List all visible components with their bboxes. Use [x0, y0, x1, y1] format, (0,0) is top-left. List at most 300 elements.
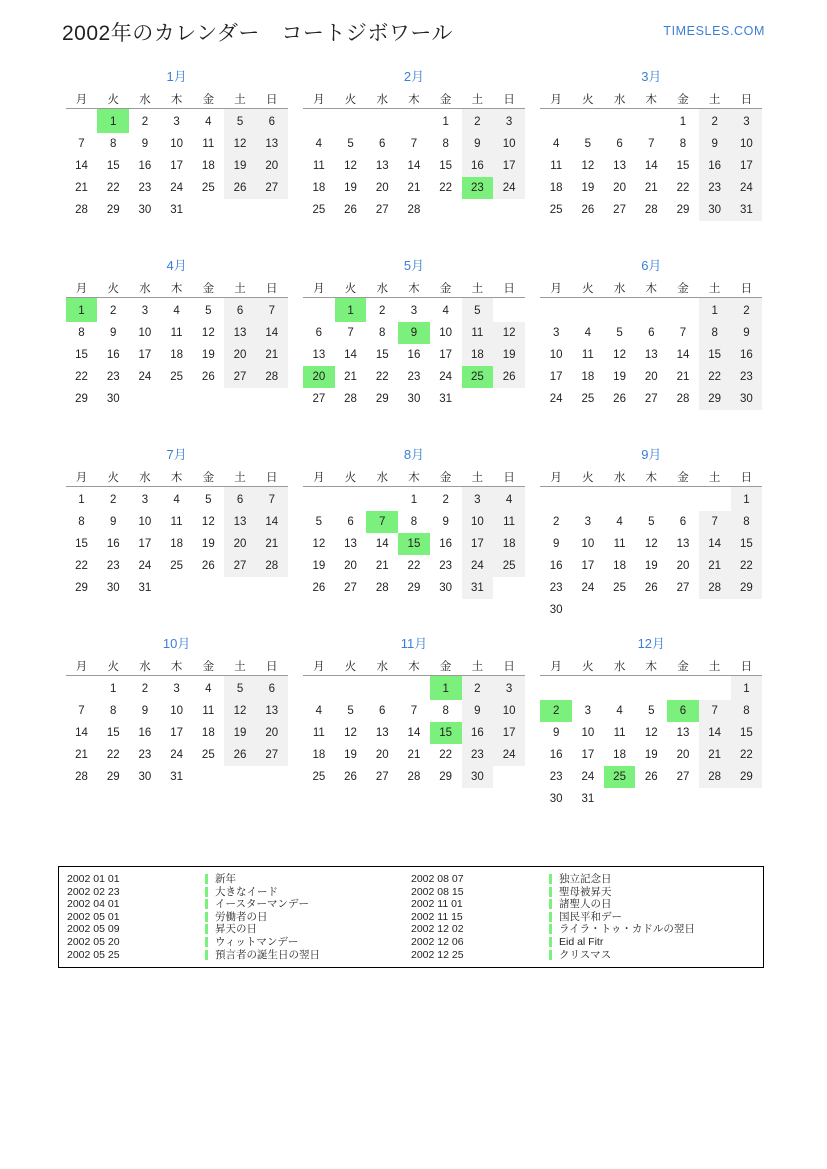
day-cell: 27 [644, 393, 658, 405]
week-row [540, 533, 762, 555]
legend-holiday-name: ライラ・トゥ・カドルの翌日 [549, 923, 755, 936]
legend-date: 2002 02 23 [67, 885, 120, 898]
day-cell-empty [699, 487, 731, 512]
brand-label: TIMESLES.COM [663, 24, 765, 38]
day-cell: 5 [462, 298, 494, 323]
week-row [66, 722, 288, 744]
day-cell: 14 [407, 160, 421, 172]
weekday-header: 土 [699, 467, 731, 487]
day-cell: 19 [224, 722, 256, 744]
day-cell: 15 [75, 538, 88, 550]
day-cell: 29 [375, 393, 389, 405]
day-cell: 26 [644, 582, 658, 594]
legend-date: 2002 05 25 [67, 948, 120, 961]
day-cell-empty [667, 298, 699, 323]
month-name: 4月 [166, 258, 187, 273]
day-cell: 21 [676, 371, 690, 383]
month-block [540, 635, 762, 824]
day-cell: 13 [224, 322, 256, 344]
day-cell: 22 [439, 749, 453, 761]
day-cell: 28 [75, 771, 88, 783]
weekday-header: 水 [604, 656, 636, 676]
legend-holiday-name: 大きなイード [205, 886, 411, 899]
week-row [66, 177, 288, 199]
month-block [66, 257, 288, 446]
day-cell: 7 [366, 511, 398, 533]
day-cell-empty [572, 298, 604, 323]
day-cell: 2 [141, 683, 149, 695]
day-cell: 12 [644, 727, 658, 739]
months-grid [58, 68, 770, 824]
week-row [66, 109, 288, 134]
day-cell: 22 [699, 366, 731, 388]
day-cell: 26 [201, 560, 215, 572]
legend-date: 2002 12 06 [411, 935, 464, 948]
day-cell: 10 [138, 327, 152, 339]
weekday-header: 木 [161, 89, 193, 109]
page-title: 2002年のカレンダー コートジボワール [62, 22, 453, 45]
day-cell: 22 [75, 560, 88, 572]
weekday-header: 日 [493, 89, 525, 109]
week-row [303, 722, 525, 744]
day-cell: 25 [170, 560, 184, 572]
day-cell: 11 [170, 516, 183, 528]
weekday-header: 金 [430, 656, 462, 676]
weekday-header: 木 [398, 467, 430, 487]
weekday-header: 水 [604, 89, 636, 109]
week-row [66, 577, 288, 599]
week-row [540, 577, 762, 599]
day-cell: 13 [312, 349, 326, 361]
day-cell: 25 [462, 366, 494, 388]
week-row [303, 155, 525, 177]
day-cell: 3 [173, 683, 180, 695]
day-cell: 18 [312, 749, 326, 761]
day-cell-empty [366, 676, 398, 701]
day-cell: 9 [110, 516, 117, 528]
day-cell: 1 [78, 494, 85, 506]
day-cell: 11 [312, 160, 325, 172]
day-cell: 10 [493, 700, 525, 722]
day-cell: 7 [699, 511, 731, 533]
day-cell: 26 [201, 371, 215, 383]
day-cell-empty [635, 676, 667, 701]
day-cell-empty [699, 599, 731, 621]
day-cell: 20 [224, 344, 256, 366]
day-cell: 9 [110, 327, 117, 339]
legend-date: 2002 12 02 [411, 923, 464, 936]
day-cell: 8 [410, 516, 418, 528]
day-cell: 8 [379, 327, 386, 339]
day-cell-empty [462, 388, 494, 410]
month-table [303, 656, 525, 788]
day-cell: 2 [110, 305, 117, 317]
day-cell-empty [224, 388, 256, 410]
week-row [66, 533, 288, 555]
day-cell: 15 [398, 533, 430, 555]
weekday-header: 金 [430, 89, 462, 109]
day-cell: 15 [430, 722, 462, 744]
day-cell-empty [256, 577, 288, 599]
weekday-header: 火 [335, 278, 367, 298]
day-cell: 1 [430, 676, 462, 701]
day-cell: 15 [676, 160, 690, 172]
day-cell: 21 [407, 749, 421, 761]
day-cell: 3 [462, 487, 494, 512]
day-cell: 25 [581, 393, 595, 405]
day-cell: 29 [731, 577, 763, 599]
day-cell: 17 [581, 749, 595, 761]
week-row [303, 700, 525, 722]
day-cell: 16 [462, 155, 494, 177]
day-cell-empty [635, 298, 667, 323]
day-cell: 6 [679, 516, 687, 528]
day-cell: 6 [648, 327, 655, 339]
day-cell: 25 [493, 555, 525, 577]
day-cell: 30 [407, 393, 421, 405]
day-cell: 14 [699, 722, 731, 744]
day-cell: 13 [644, 349, 658, 361]
month-name: 8月 [403, 447, 425, 462]
day-cell: 30 [731, 388, 763, 410]
day-cell: 29 [75, 393, 88, 405]
day-cell: 7 [410, 138, 418, 150]
day-cell: 17 [549, 371, 563, 383]
weekday-header: 日 [256, 278, 288, 298]
day-cell: 13 [676, 727, 690, 739]
day-cell: 8 [110, 705, 117, 717]
day-cell: 15 [375, 349, 389, 361]
day-cell: 29 [106, 771, 120, 783]
weekday-header: 火 [335, 656, 367, 676]
day-cell: 21 [644, 182, 658, 194]
day-cell-empty [303, 298, 335, 323]
day-cell: 22 [676, 182, 690, 194]
day-cell: 21 [699, 555, 731, 577]
day-cell: 28 [344, 393, 357, 405]
day-cell: 3 [141, 494, 149, 506]
day-cell-empty [493, 388, 525, 410]
day-cell: 29 [106, 204, 120, 216]
day-cell: 30 [699, 199, 731, 221]
day-cell: 10 [549, 349, 563, 361]
day-cell: 3 [731, 109, 763, 134]
day-cell: 14 [644, 160, 658, 172]
weekday-header: 日 [493, 278, 525, 298]
day-cell-empty [366, 487, 398, 512]
legend-date: 2002 12 25 [411, 948, 464, 961]
legend-date: 2002 05 20 [67, 935, 120, 948]
week-row [540, 511, 762, 533]
day-cell: 5 [616, 327, 623, 339]
day-cell: 17 [170, 160, 184, 172]
day-cell: 12 [312, 538, 326, 550]
day-cell: 12 [201, 516, 215, 528]
weekday-header: 水 [366, 467, 398, 487]
day-cell: 14 [699, 533, 731, 555]
month-table [303, 467, 525, 599]
day-cell: 19 [613, 371, 626, 383]
day-cell: 9 [141, 705, 149, 717]
day-cell: 10 [138, 516, 152, 528]
day-cell-empty [493, 298, 525, 323]
day-cell: 10 [581, 538, 595, 550]
day-cell: 22 [75, 371, 88, 383]
day-cell: 20 [256, 722, 288, 744]
day-cell: 24 [581, 582, 595, 594]
day-cell: 16 [407, 349, 421, 361]
day-cell-empty [335, 676, 367, 701]
weekday-header: 土 [224, 278, 256, 298]
day-cell-empty [256, 388, 288, 410]
week-row [540, 555, 762, 577]
day-cell: 4 [315, 705, 323, 717]
day-cell: 19 [224, 155, 256, 177]
day-cell-empty [493, 577, 525, 599]
day-cell: 4 [173, 494, 180, 506]
day-cell: 21 [375, 560, 389, 572]
day-cell: 23 [549, 582, 563, 594]
weekday-header: 火 [97, 467, 129, 487]
day-cell: 3 [493, 109, 525, 134]
weekday-header: 水 [366, 278, 398, 298]
week-row [66, 766, 288, 788]
week-row [540, 766, 762, 788]
weekday-header: 火 [97, 656, 129, 676]
day-cell-empty [430, 199, 462, 221]
day-cell: 18 [549, 182, 563, 194]
day-cell: 9 [462, 133, 494, 155]
weekday-header: 水 [129, 278, 161, 298]
week-row [540, 133, 762, 155]
day-cell: 25 [201, 749, 215, 761]
weekday-header: 土 [224, 656, 256, 676]
day-cell-empty [604, 599, 636, 621]
weekday-header: 月 [540, 656, 572, 676]
day-cell: 5 [347, 138, 354, 150]
day-cell: 24 [170, 749, 184, 761]
day-cell: 18 [201, 160, 215, 172]
legend-holiday-name: 労働者の日 [205, 911, 411, 924]
day-cell: 12 [344, 160, 357, 172]
month-block [66, 68, 288, 257]
day-cell-empty [699, 788, 731, 810]
day-cell: 17 [493, 722, 525, 744]
day-cell-empty [667, 788, 699, 810]
day-cell-empty [572, 487, 604, 512]
weekday-header: 土 [462, 89, 494, 109]
day-cell: 20 [613, 182, 626, 194]
day-cell-empty [66, 109, 98, 134]
day-cell: 30 [106, 393, 120, 405]
day-cell-empty [540, 298, 572, 323]
week-row [303, 766, 525, 788]
day-cell-empty [635, 109, 667, 134]
day-cell-empty [256, 199, 288, 221]
day-cell: 14 [256, 511, 288, 533]
day-cell: 15 [731, 533, 763, 555]
day-cell: 10 [493, 133, 525, 155]
day-cell: 27 [676, 771, 690, 783]
day-cell: 8 [78, 516, 85, 528]
weekday-header: 月 [66, 278, 98, 298]
day-cell-empty [303, 487, 335, 512]
weekday-header: 土 [224, 89, 256, 109]
day-cell: 27 [375, 771, 389, 783]
month-name: 7月 [166, 447, 187, 462]
day-cell: 19 [581, 182, 595, 194]
weekday-header: 日 [256, 89, 288, 109]
day-cell: 2 [110, 494, 117, 506]
weekday-header: 土 [462, 656, 494, 676]
weekday-header: 金 [430, 278, 462, 298]
week-row [303, 533, 525, 555]
day-cell: 22 [407, 560, 421, 572]
day-cell: 26 [581, 204, 595, 216]
weekday-header: 木 [635, 656, 667, 676]
day-cell: 20 [676, 560, 690, 572]
day-cell: 20 [303, 366, 335, 388]
day-cell: 28 [699, 577, 731, 599]
day-cell: 31 [170, 771, 184, 783]
day-cell-empty [604, 676, 636, 701]
weekday-header: 日 [731, 656, 763, 676]
day-cell: 26 [224, 744, 256, 766]
month-block [540, 257, 762, 446]
day-cell: 26 [344, 771, 357, 783]
day-cell: 27 [676, 582, 690, 594]
day-cell: 20 [644, 371, 658, 383]
day-cell: 23 [462, 744, 494, 766]
day-cell: 21 [75, 182, 88, 194]
day-cell: 20 [256, 155, 288, 177]
day-cell: 16 [549, 749, 563, 761]
day-cell: 9 [552, 727, 560, 739]
day-cell: 2 [462, 109, 494, 134]
weekday-header: 火 [572, 656, 604, 676]
day-cell: 29 [407, 582, 421, 594]
legend-holiday-name: イースターマンデー [205, 898, 411, 911]
week-row [303, 744, 525, 766]
day-cell: 15 [439, 160, 453, 172]
weekday-header: 木 [635, 467, 667, 487]
day-cell: 30 [462, 766, 494, 788]
weekday-header: 日 [731, 89, 763, 109]
day-cell: 4 [205, 116, 212, 128]
day-cell: 25 [170, 371, 184, 383]
day-cell: 6 [224, 298, 256, 323]
day-cell: 17 [581, 560, 595, 572]
legend-date: 2002 08 07 [411, 873, 464, 885]
legend-holiday-name: 預言者の誕生日の翌日 [205, 949, 411, 962]
day-cell: 19 [344, 182, 357, 194]
week-row [66, 744, 288, 766]
day-cell: 8 [442, 705, 449, 717]
day-cell: 6 [616, 138, 623, 150]
week-row [303, 109, 525, 134]
legend-date: 2002 11 01 [411, 898, 463, 911]
day-cell-empty [335, 109, 367, 134]
weekday-header: 月 [540, 467, 572, 487]
day-cell: 28 [256, 366, 288, 388]
day-cell: 30 [106, 582, 120, 594]
day-cell: 23 [462, 177, 494, 199]
day-cell-empty [540, 109, 572, 134]
weekday-header: 火 [97, 278, 129, 298]
day-cell: 12 [201, 327, 215, 339]
day-cell-empty [604, 298, 636, 323]
day-cell: 1 [66, 298, 98, 323]
day-cell: 19 [201, 538, 215, 550]
weekday-header: 木 [635, 278, 667, 298]
week-row [66, 511, 288, 533]
weekday-header: 土 [699, 278, 731, 298]
weekday-header: 金 [192, 278, 224, 298]
day-cell-empty [161, 577, 193, 599]
day-cell: 18 [170, 349, 184, 361]
legend-column-left [67, 873, 411, 961]
day-cell: 1 [442, 116, 449, 128]
day-cell: 12 [581, 160, 595, 172]
month-name: 9月 [641, 447, 662, 462]
day-cell: 25 [549, 204, 563, 216]
month-block [540, 446, 762, 635]
day-cell: 6 [379, 705, 386, 717]
legend-date: 2002 01 01 [67, 873, 120, 885]
day-cell: 9 [699, 133, 731, 155]
day-cell: 17 [138, 349, 152, 361]
day-cell: 7 [78, 138, 85, 150]
day-cell: 23 [439, 560, 453, 572]
month-name: 11月 [400, 636, 428, 651]
day-cell-empty [493, 199, 525, 221]
day-cell: 2 [462, 676, 494, 701]
month-table [540, 467, 762, 621]
day-cell-empty [129, 388, 161, 410]
day-cell: 5 [584, 138, 592, 150]
legend-date: 2002 05 09 [67, 923, 120, 936]
day-cell: 1 [699, 298, 731, 323]
week-row [303, 199, 525, 221]
day-cell: 22 [731, 555, 763, 577]
day-cell: 26 [312, 582, 326, 594]
day-cell-empty [224, 766, 256, 788]
day-cell: 8 [442, 138, 449, 150]
day-cell: 16 [549, 560, 563, 572]
legend-holiday-name: 聖母被昇天 [549, 886, 755, 899]
week-row [540, 700, 762, 722]
week-row [66, 676, 288, 701]
weekday-header: 木 [161, 278, 193, 298]
day-cell-empty [635, 599, 667, 621]
day-cell: 18 [581, 371, 595, 383]
day-cell: 5 [205, 494, 212, 506]
day-cell: 15 [106, 160, 120, 172]
week-row [66, 700, 288, 722]
day-cell-empty [192, 766, 224, 788]
month-table [540, 278, 762, 410]
legend-date: 2002 04 01 [67, 898, 120, 911]
day-cell: 14 [676, 349, 690, 361]
day-cell: 13 [676, 538, 690, 550]
day-cell-empty [572, 676, 604, 701]
day-cell-empty [635, 487, 667, 512]
day-cell: 7 [78, 705, 85, 717]
day-cell: 1 [679, 116, 687, 128]
day-cell: 10 [731, 133, 763, 155]
weekday-header: 土 [462, 278, 494, 298]
day-cell-empty [667, 599, 699, 621]
